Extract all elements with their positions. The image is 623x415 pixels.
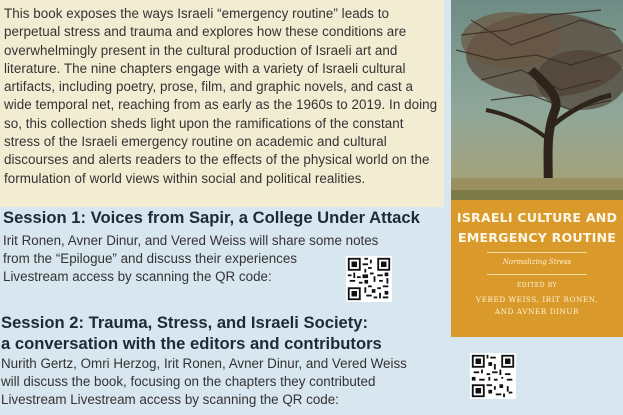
session-1-title: Session 1: Voices from Sapir, a College Under Attack	[3, 208, 420, 227]
cover-subtitle: Normalizing Stress	[502, 258, 572, 266]
session-2-title	[1, 313, 382, 354]
cover-editors-line-1: VERED WEISS, IRIT RONEN,	[475, 295, 599, 304]
cover-title-line-2: EMERGENCY ROUTINE	[457, 230, 617, 245]
qr-code-icon	[470, 353, 516, 399]
session-1-line-1: Irit Ronen, Avner Dinur, and Vered Weiss will share some notes	[3, 233, 379, 248]
session-2-description	[1, 355, 471, 409]
cover-title-line-1: ISRAELI CULTURE AND	[456, 210, 618, 225]
book-description-text: This book exposes the ways Israeli “emergency routine” leads to perpetual stress and trauma and explores how these conditions are overwhelmingly present in the cultural production of Israeli art and literature. The nine chapters engage with a variety of Israeli cultural artifacts, including poetry, prose, film, and graphic novels, and cast a wide temporal net, reaching from as early as the 1960s to 2019. In doing so, this collection sheds light upon the ramifications of the constant stress of the Israeli emergency routine on academic and cultural discourses and alerts readers to the effects of the physical world on the formulation of world views within social and political realities.	[4, 6, 438, 186]
session-2-line-2: will discuss the book, focusing on the chapters they contributed	[1, 374, 376, 389]
cover-editors-line-2: AND AVNER DINUR	[494, 307, 580, 316]
session-2-line-3: Livestream Livestream access by scanning the QR code:	[1, 392, 339, 407]
cover-title-panel	[451, 200, 623, 337]
session-2-title-line-1: Session 2: Trauma, Stress, and Israeli Society:	[1, 313, 369, 332]
session-1-qr-code-icon[interactable]	[346, 256, 392, 302]
session-2-line-1: Nurith Gertz, Omri Herzog, Irit Ronen, Avner Dinur, and Vered Weiss	[1, 356, 407, 371]
session-2-qr-code-icon[interactable]	[470, 353, 516, 399]
session-1-line-3: Livestream access by scanning the QR code:	[3, 269, 272, 284]
tree-photo	[451, 0, 623, 200]
cover-edited-by: EDITED BY	[516, 282, 558, 289]
qr-code-icon	[346, 256, 392, 302]
session-1-line-2: from the “Epilogue” and discuss their experiences	[3, 251, 297, 266]
cover-divider	[487, 252, 587, 253]
book-description	[0, 0, 444, 207]
cover-divider	[487, 274, 587, 275]
book-cover	[451, 0, 623, 337]
session-2-title-line-2: a conversation with the editors and contributors	[1, 333, 382, 353]
